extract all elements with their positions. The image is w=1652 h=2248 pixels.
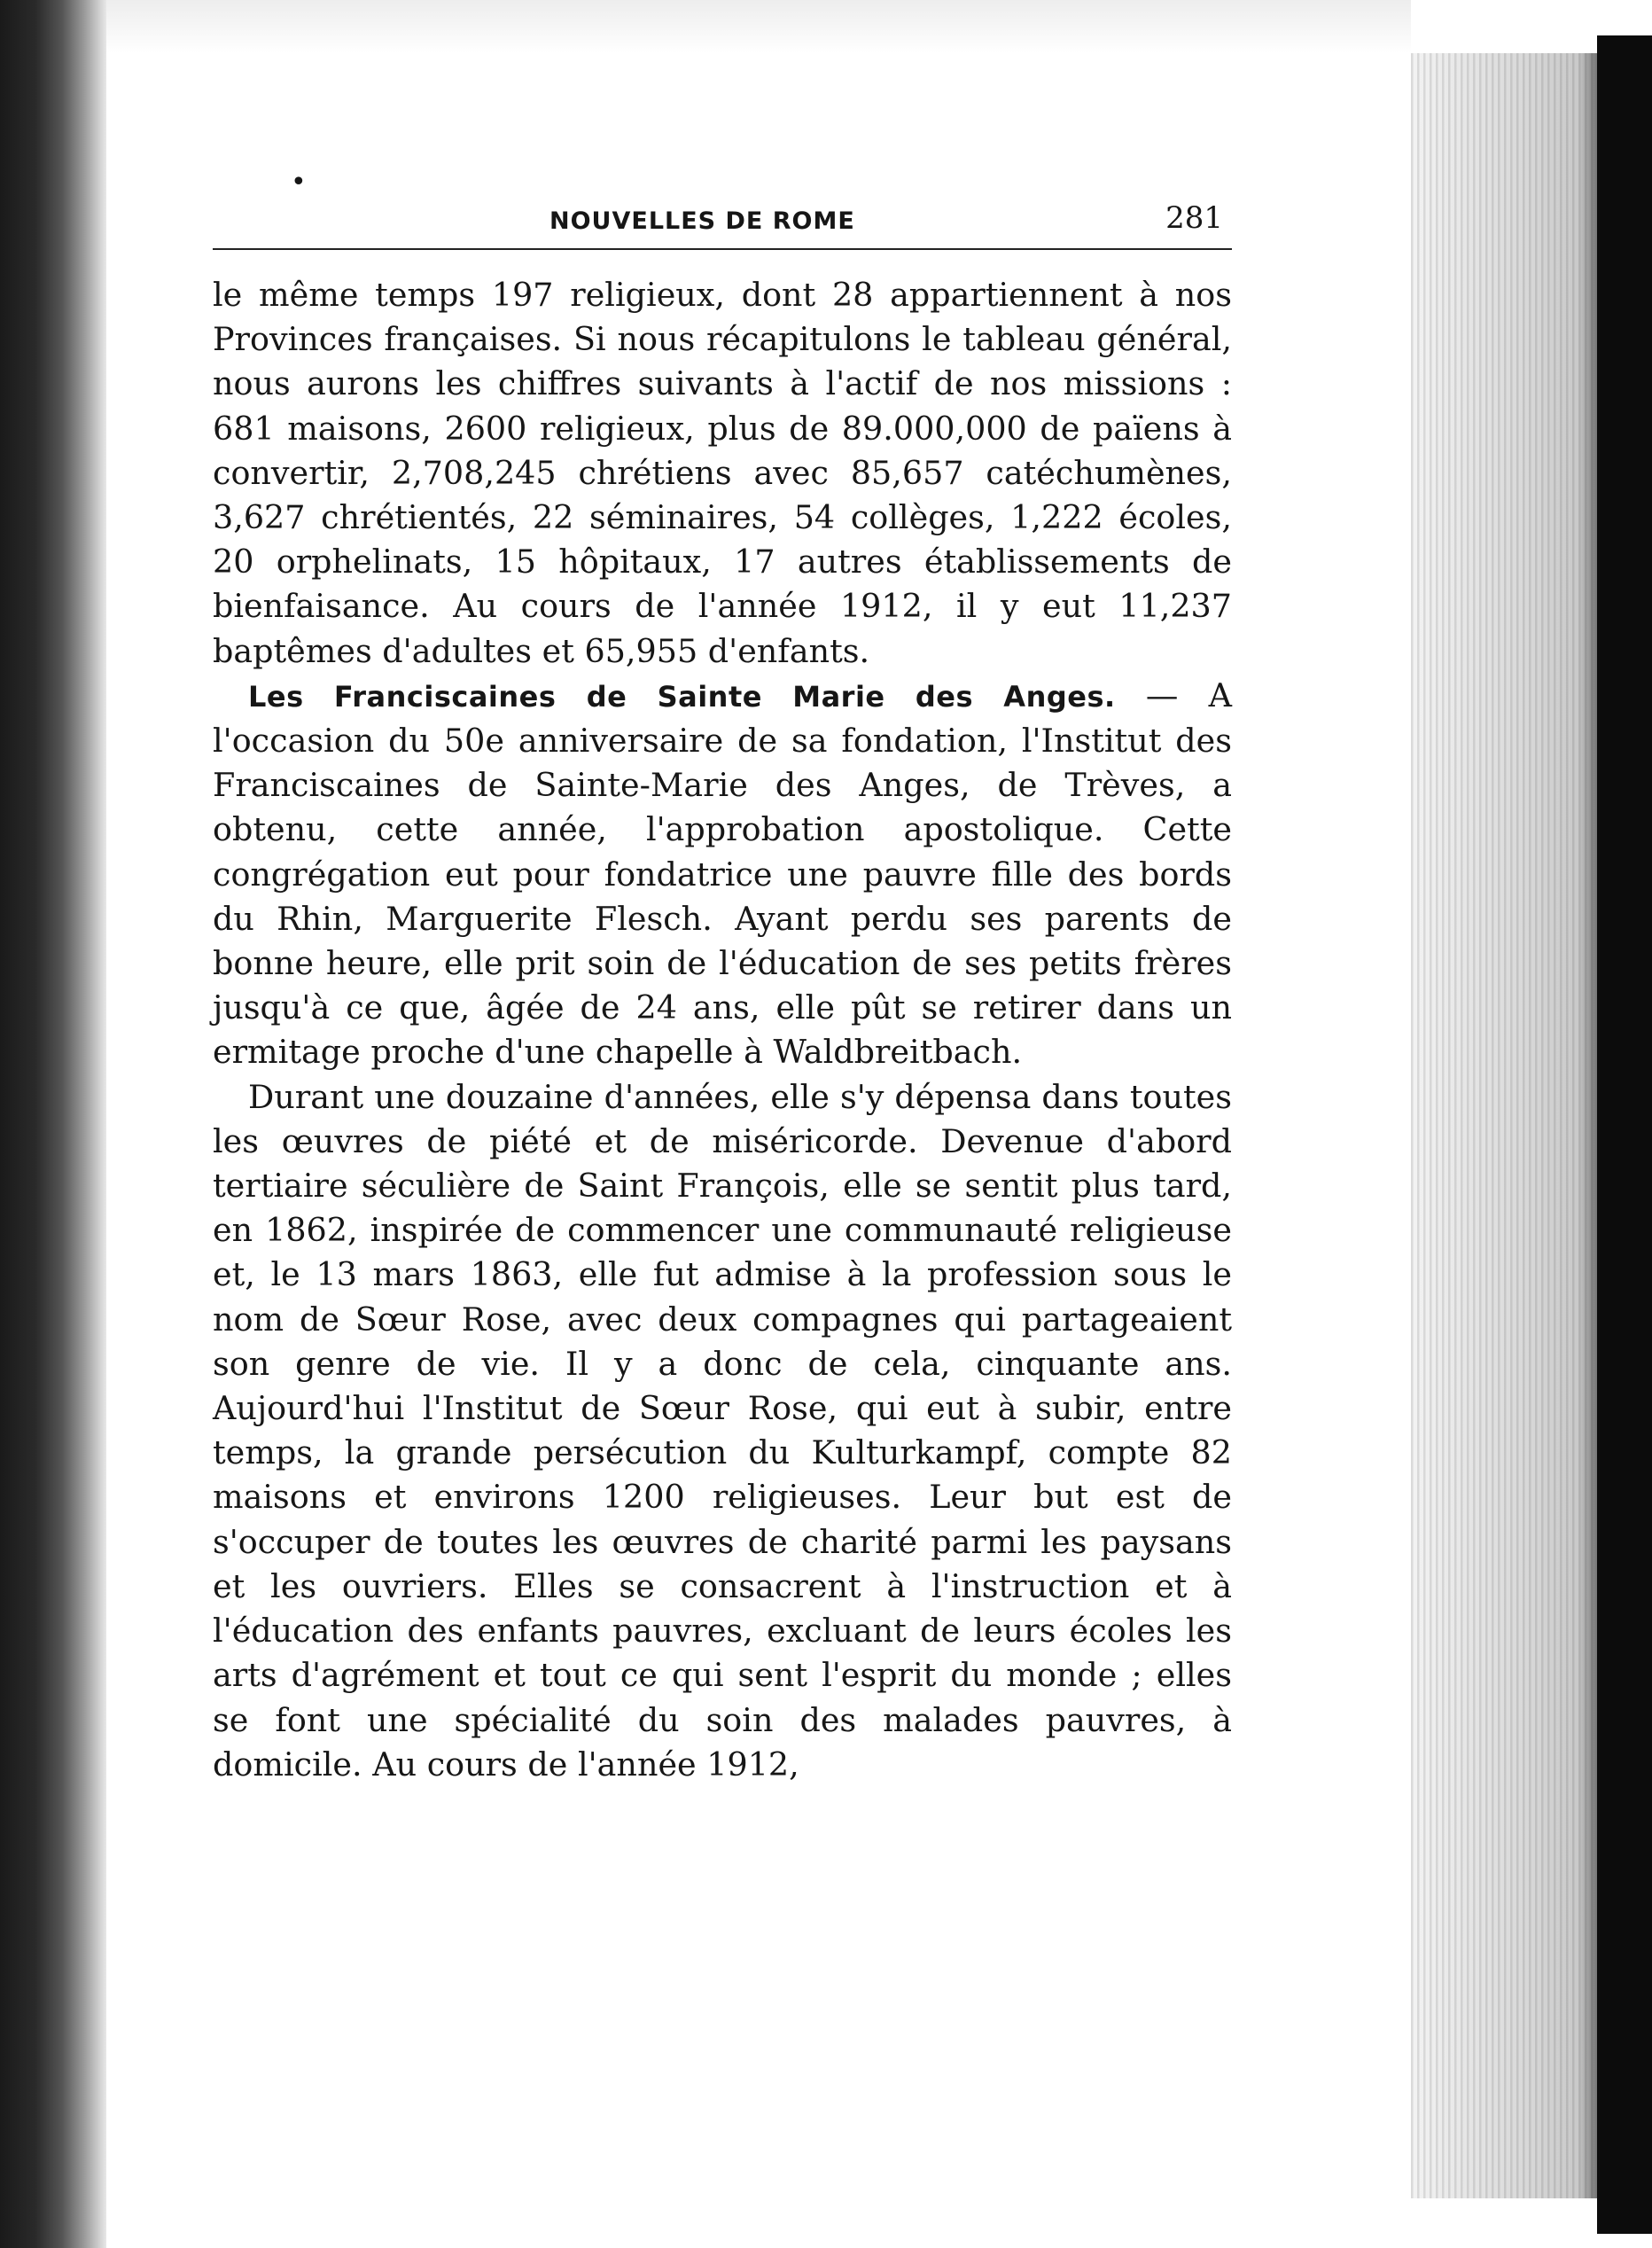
page-top-margin — [106, 0, 1411, 53]
paragraph-franciscaines-text: — A l'occasion du 50e anniversaire de sa fondation, l'Institut des Franciscaines de Sainte-Marie des Anges, de Trèves, a obtenu, cette année, l'approbation apostolique. Cette congrégation eut pour fondatrice une pauvre fille des bords du Rhin, Marguerite Flesch. Ayant perdu ses parents de bonne heure, elle prit soin de l'éducation de ses petits frères jusqu'à ce que, âgée de 24 ans, elle pût se retirer dans un ermitage proche d'une chapelle à Waldbreitbach. — [213, 675, 1232, 1072]
paragraph-statistics: le même temps 197 religieux, dont 28 appartiennent à nos Provinces françaises. Si nous récapitulons le tableau général, nous aurons les chiffres suivants à l'actif de nos missions : 681 maisons, 2600 religieux, plus de 89.000,000 de païens à convertir, 2,708,245 chrétiens avec 85,657 catéchumènes, 3,627 chrétientés, 22 séminaires, 54 collèges, 1,222 écoles, 20 orphelinats, 15 hôpitaux, 17 autres établissements de bienfaisance. Au cours de l'année 1912, il y eut 11,237 baptêmes d'adultes et 65,955 d'enfants. — [213, 276, 1232, 670]
book-edge-shadow — [1597, 35, 1652, 2234]
ink-mark: • — [291, 167, 307, 198]
stacked-page-edges — [1411, 53, 1597, 2198]
section-heading: Les Franciscaines de Sainte Marie des Anges. — [248, 679, 1116, 714]
page-number: 281 — [1165, 200, 1223, 236]
book-gutter — [0, 0, 106, 2248]
body-text — [213, 273, 1232, 1787]
running-title: NOUVELLES DE ROME — [549, 207, 855, 235]
book-page — [213, 167, 1232, 1787]
paragraph-soeur-rose: Durant une douzaine d'années, elle s'y dépensa dans toutes les œuvres de piété et de miséricorde. Devenue d'abord tertiaire séculière de Saint François, elle se sentit plus tard, en 1862, inspirée de commencer une communauté religieuse et, le 13 mars 1863, elle fut admise à la profession sous le nom de Sœur Rose, avec deux compagnes qui partageaient son genre de vie. Il y a donc de cela, cinquante ans. Aujourd'hui l'Institut de Sœur Rose, qui eut à subir, entre temps, la grande persécution du Kulturkampf, compte 82 maisons et environs 1200 religieuses. Leur but est de s'occuper de toutes les œuvres de charité parmi les paysans et les ouvriers. Elles se consacrent à l'instruction et à l'éducation des enfants pauvres, excluant de leurs écoles les arts d'agrément et tout ce qui sent l'esprit du monde ; elles se font une spécialité du soin des malades pauvres, à domicile. Au cours de l'année 1912, — [213, 1077, 1232, 1784]
running-head — [213, 167, 1232, 250]
paragraph-franciscaines — [213, 674, 1232, 1075]
